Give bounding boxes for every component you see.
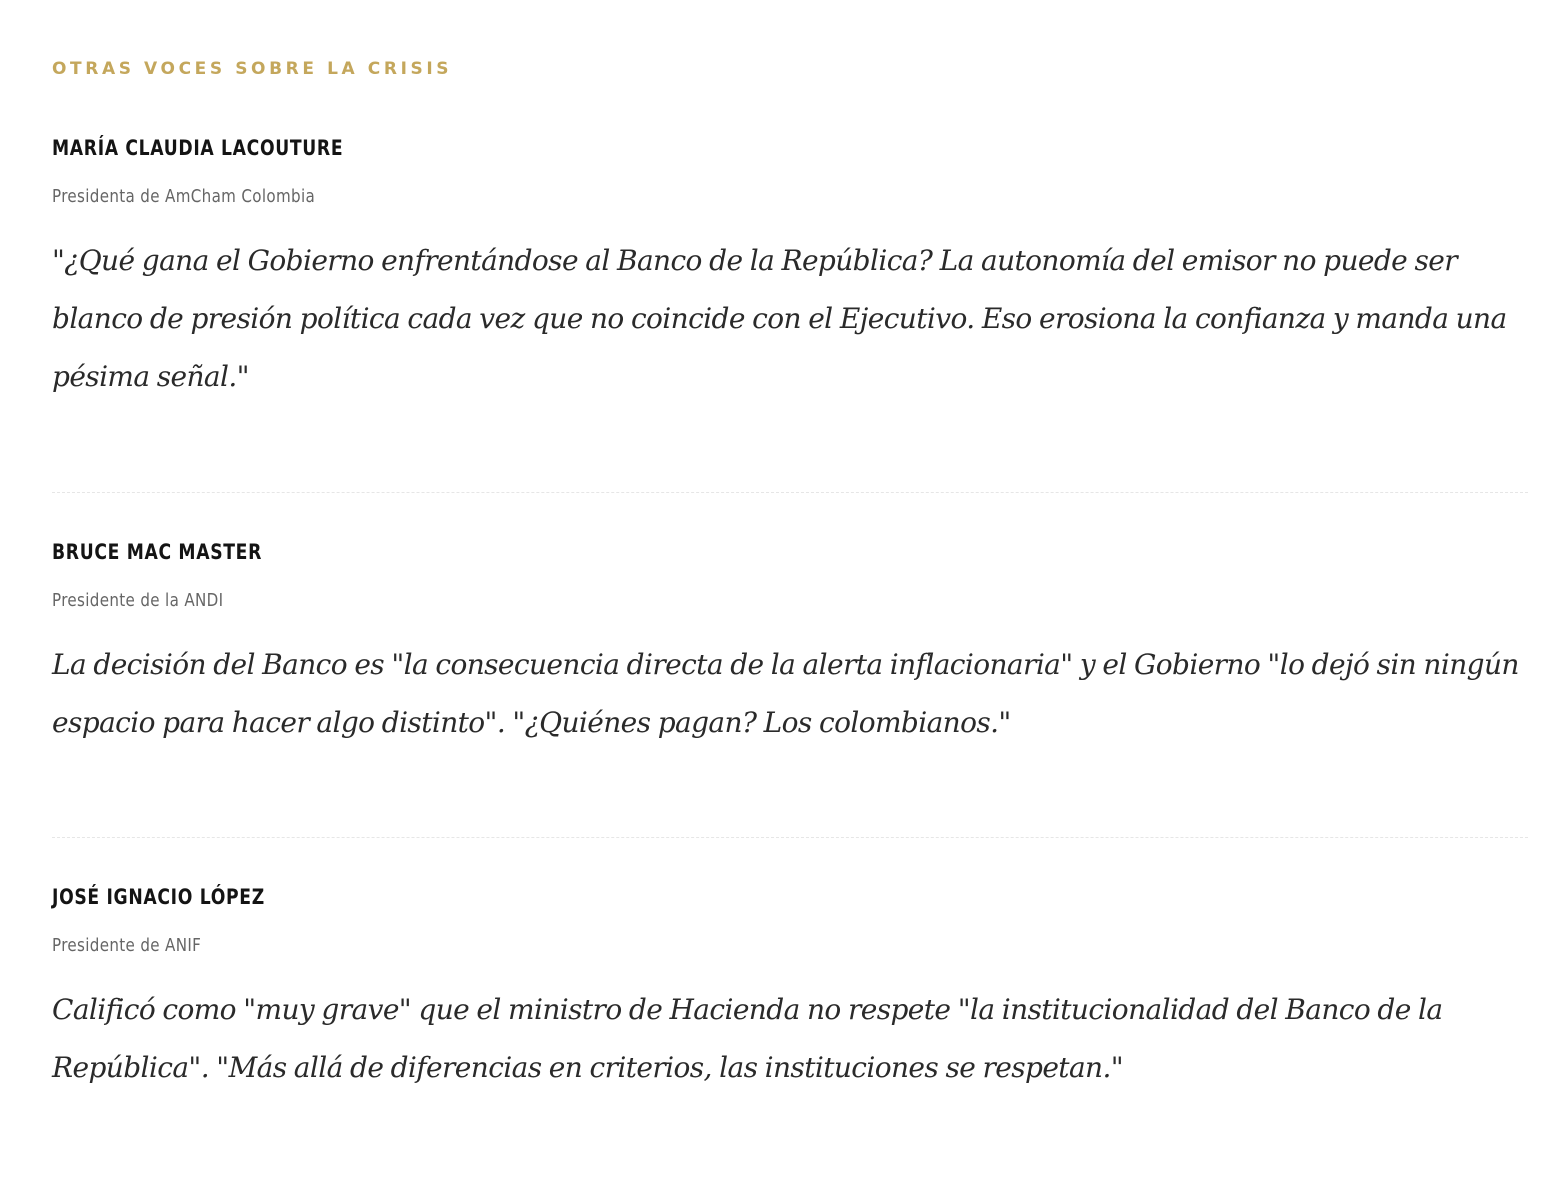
divider [52,492,1528,493]
voice-quote: La decisión del Banco es "la consecuencia directa de la alerta inflacionaria" y el Gobierno "lo dejó sin ningún espacio para hacer algo distinto". "¿Quiénes pagan? Los colombianos." [52,648,1519,739]
voice-role: Presidente de la ANDI [52,590,224,611]
voice-quote: Calificó como "muy grave" que el ministro de Hacienda no respete "la institucionalidad del Banco de la República". "Más allá de diferencias en criterios, las instituciones se respetan." [52,993,1443,1084]
section-title: OTRAS VOCES SOBRE LA CRISIS [52,59,453,79]
voice-name: JOSÉ IGNACIO LÓPEZ [52,885,265,909]
voice-quote: "¿Qué gana el Gobierno enfrentándose al Banco de la República? La autonomía del emisor no puede ser blanco de presión política cada vez que no coincide con el Ejecutivo. Eso erosiona la confianza y manda una pésima señal." [52,244,1507,393]
voice-name: MARÍA CLAUDIA LACOUTURE [52,136,344,160]
voice-name: BRUCE MAC MASTER [52,540,262,564]
voice-role: Presidenta de AmCham Colombia [52,186,316,207]
divider [52,837,1528,838]
voice-role: Presidente de ANIF [52,935,202,956]
